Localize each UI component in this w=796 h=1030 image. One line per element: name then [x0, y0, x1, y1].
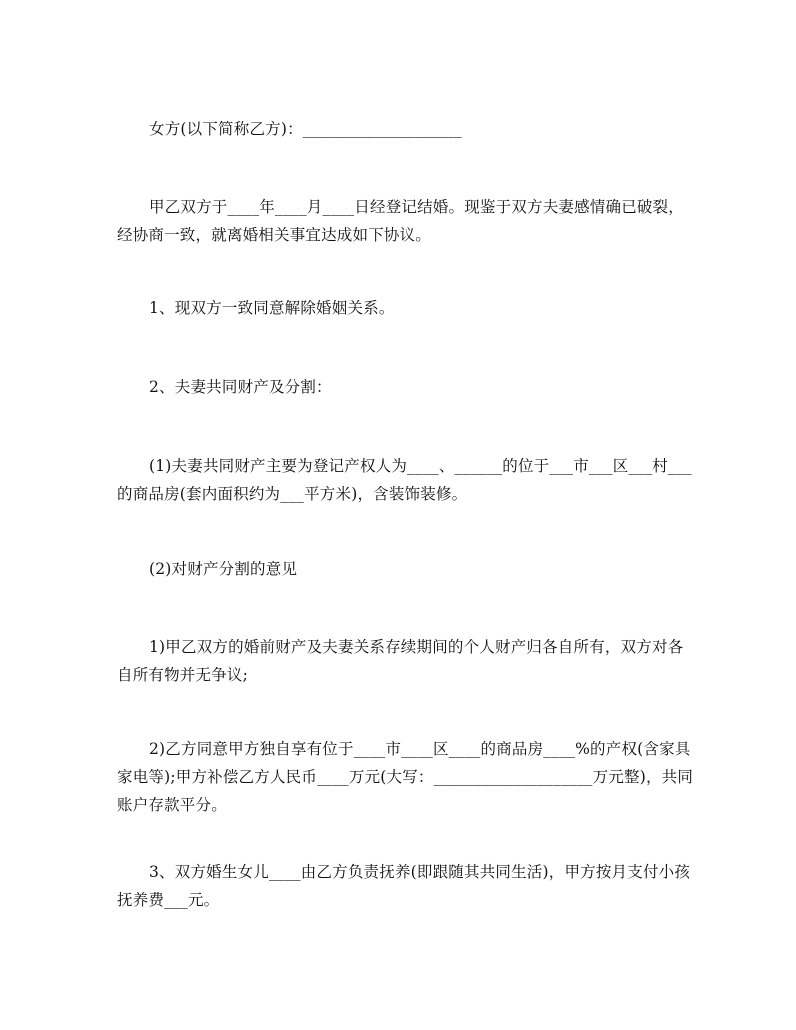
clause-2-1-common-property: (1)夫妻共同财产主要为登记产权人为____、______的位于___市___区___村___的商品房(套内面积约为___平方米)，含装饰装修。: [117, 457, 692, 503]
clause-1-dissolution: 1、现双方一致同意解除婚姻关系。: [149, 299, 395, 317]
clause-3-child-custody: 3、双方婚生女儿____由乙方负责抚养(即跟随其共同生活)，甲方按月支付小孩抚养费___元。: [117, 863, 691, 909]
marriage-registration-paragraph: 甲乙双方于____年____月____日经登记结婚。现鉴于双方夫妻感情确已破裂，经协商一致，就离婚相关事宜达成如下协议。: [117, 198, 685, 244]
clause-2-2-2-house-and-compensation: 2)乙方同意甲方独自享有位于____市____区____的商品房____%的产权(含家具家电等);甲方补偿乙方人民币____万元(大写：____________________万元整)，共同账户存款平分。: [117, 740, 694, 814]
clause-2-heading: 2、夫妻共同财产及分割：: [149, 378, 332, 396]
clause-2-2-heading: (2)对财产分割的意见: [149, 560, 298, 578]
party-b-line: 女方(以下简称乙方)：____________________: [149, 120, 462, 138]
clause-2-2-1-premarital-property: 1)甲乙双方的婚前财产及夫妻关系存续期间的个人财产归各自所有，双方对各自所有物并无争议;: [117, 638, 684, 684]
